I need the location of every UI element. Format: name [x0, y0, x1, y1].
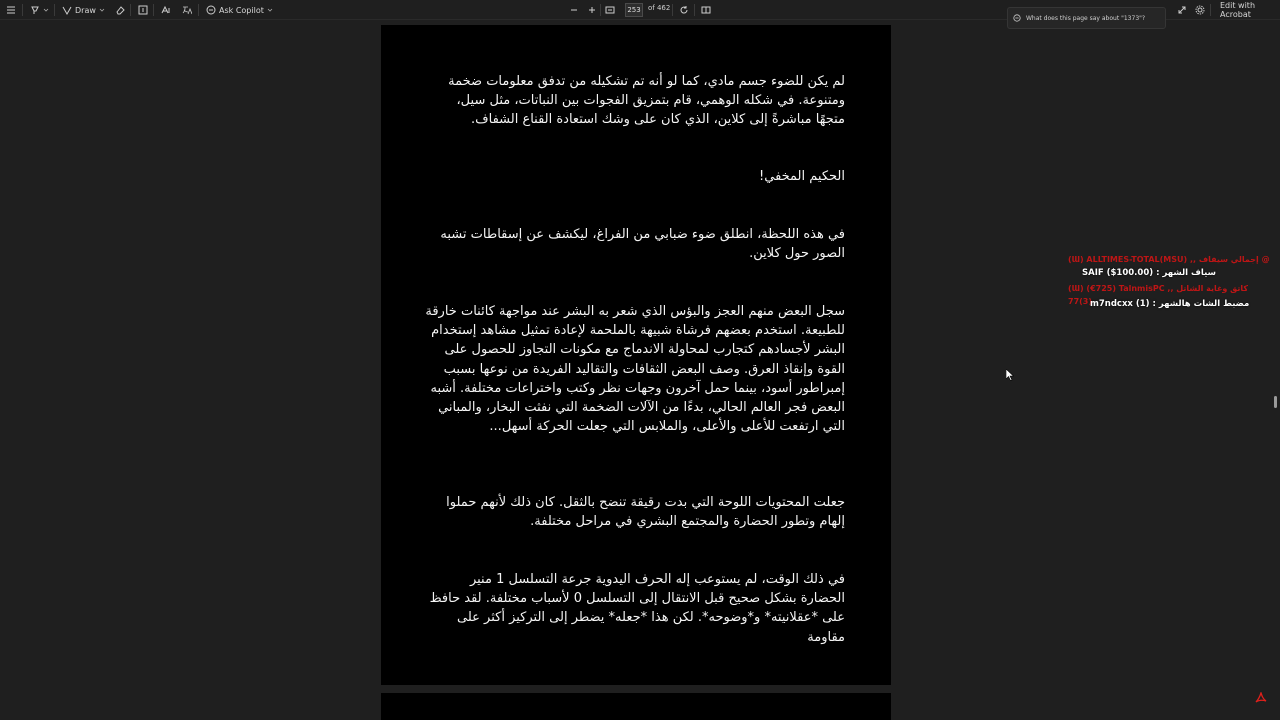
- toolbar-divider: [153, 4, 154, 16]
- overlay-top-supporter: SAIF ($100.00) : سياف الشهر: [1082, 268, 1216, 278]
- edit-with-acrobat-button[interactable]: [1220, 3, 1280, 17]
- overlay-count: 77(3): [1068, 297, 1093, 306]
- text-box-button[interactable]: [138, 3, 148, 17]
- chevron-down-icon: [267, 7, 273, 13]
- plus-icon: [587, 5, 597, 15]
- overlay-total-line: (Ɯ) ALLTIMES-TOTAL(MSU) ,, إجمالي سيفاف @: [1068, 255, 1270, 264]
- copilot-icon: [206, 5, 216, 15]
- text-box-icon: [138, 5, 148, 15]
- toolbar-divider: [130, 4, 131, 16]
- page-count: of 462: [648, 4, 671, 12]
- page-view-button[interactable]: [701, 3, 711, 17]
- pen-icon: [62, 5, 72, 15]
- mouse-cursor-icon: [1006, 369, 1014, 381]
- rotate-icon: [679, 5, 689, 15]
- acrobat-icon[interactable]: [1255, 692, 1267, 704]
- draw-button[interactable]: [62, 3, 105, 17]
- settings-button[interactable]: [1195, 3, 1205, 17]
- page-paragraph: في ذلك الوقت، لم يستوعب إله الحرف اليدوية جرعة التسلسل 1 منير الحضارة بشكل صحيح قبل الانتقال إلى التسلسل 0 لأسباب مختلفة. لقد حافظ على *عقلانيته* و*وضوحه*. لكن هذا *جعله* يضطر إلى التركيز أكثر على مقاومة: [429, 572, 845, 645]
- rotate-button[interactable]: [679, 3, 689, 17]
- page-view-icon: [701, 5, 711, 15]
- toolbar-divider: [198, 4, 199, 16]
- page-number-input[interactable]: 253: [625, 3, 643, 17]
- toolbar-divider: [672, 4, 673, 16]
- page-paragraph: لم يكن للضوء جسم مادي، كما لو أنه تم تشكيله من تدفق معلومات ضخمة ومتنوعة. في شكله الوهمي، قام بتمزيق الفجوات بين النباتات، مثل سيل، متجهًا مباشرةً إلى كلاين، الذي كان على وشك استعادة القناع الشفاف.: [448, 74, 845, 128]
- overlay-supporter-line: (Ɯ) (€725) TalnmisPC ,, كاتق وغاية الشاتل: [1068, 284, 1249, 293]
- zoom-out-button[interactable]: [569, 3, 579, 17]
- highlighter-icon: [30, 5, 40, 15]
- read-aloud-icon: [161, 5, 171, 15]
- read-aloud-button[interactable]: [161, 3, 171, 17]
- zoom-in-button[interactable]: [587, 3, 597, 17]
- copilot-icon: [1013, 14, 1021, 22]
- page-heading: الحكيم المخفي!: [759, 169, 845, 184]
- eraser-icon: [115, 5, 125, 15]
- copilot-suggestion-text: What does this page say about "1373"?: [1026, 14, 1146, 22]
- toolbar-divider: [694, 4, 695, 16]
- minus-icon: [569, 5, 579, 15]
- chevron-down-icon: [43, 7, 49, 13]
- ask-copilot-label: Ask Copilot: [219, 5, 264, 15]
- gear-icon: [1195, 5, 1205, 15]
- erase-button[interactable]: [115, 3, 125, 17]
- toolbar-divider: [22, 4, 23, 16]
- contents-menu-button[interactable]: [6, 3, 16, 17]
- toolbar-divider: [54, 4, 55, 16]
- list-icon: [6, 5, 16, 15]
- pdf-page: [381, 25, 891, 685]
- toolbar-divider: [600, 4, 601, 16]
- translate-icon: [182, 5, 192, 15]
- page-paragraph: جعلت المحتويات اللوحة التي بدت رقيقة تنضح بالثقل. كان ذلك لأنهم حملوا إلهام وتطور الحضارة والمجتمع البشري في مراحل مختلفة.: [446, 495, 845, 530]
- expand-button[interactable]: [1177, 3, 1187, 17]
- translate-button[interactable]: [182, 3, 192, 17]
- chevron-down-icon: [99, 7, 105, 13]
- edit-with-acrobat-label: Edit with Acrobat: [1220, 1, 1256, 19]
- toolbar-divider: [1210, 4, 1211, 16]
- stream-overlay: [1060, 255, 1270, 315]
- highlight-button[interactable]: [30, 3, 49, 17]
- fit-page-button[interactable]: [605, 3, 615, 17]
- fit-width-icon: [605, 5, 615, 15]
- copilot-suggestion[interactable]: [1007, 7, 1166, 29]
- expand-icon: [1177, 5, 1187, 15]
- draw-label: Draw: [75, 5, 96, 15]
- page-paragraph: في هذه اللحظة، انطلق ضوء ضبابي من الفراغ، ليكشف عن إسقاطات تشبه الصور حول كلاين.: [440, 227, 845, 262]
- scrollbar-thumb[interactable]: [1274, 396, 1277, 408]
- page-paragraph: سجل البعض منهم العجز والبؤس الذي شعر به البشر عند مواجهة كائنات خارقة للطبيعة. استخدم بعضهم فرشاة شبيهة بالملحمة لإعادة تمثيل مشاهد إستخدام البشر لأجسادهم كتجارب لمحاولة الاندماج مع مكونات التجاوز للحصول على القوة وإنقاذ العرق. وصف البعض الثقافات والتقاليد الفريدة من نوعها بسبب إمبراطور أسود، بينما حمل آخرون وجهات نظر وكتب واختراعات مختلفة. أشبه البعض فجر العالم الحالي، بدءًا من الآلات الضخمة التي نفثت البخار، والمباني التي ارتفعت للأعلى والأعلى، والملابس التي جعلت الحركة أسهل...: [425, 304, 845, 435]
- ask-copilot-button[interactable]: [206, 3, 273, 17]
- overlay-top-chatter: m7ndcxx (1) : مضبط الشات هالشهر: [1090, 299, 1250, 309]
- pdf-next-page: [381, 693, 891, 720]
